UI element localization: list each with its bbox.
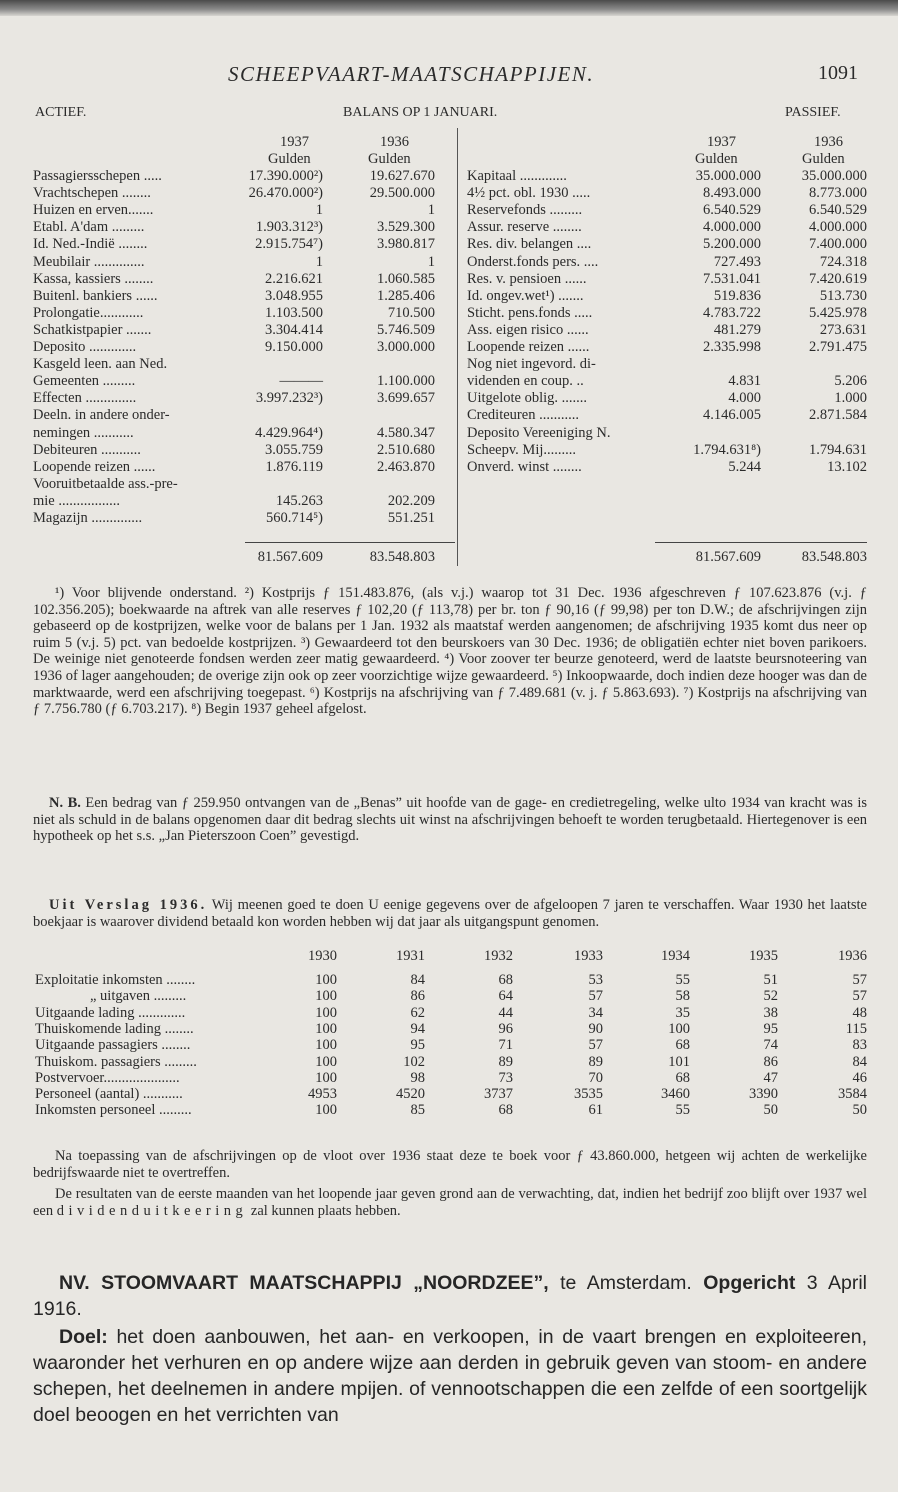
passief-item-label: Ass. eigen risico ...... <box>467 321 589 338</box>
actief-value-1937: 1.103.500 <box>265 304 323 321</box>
actief-item-label: Passagiersschepen ..... <box>33 168 162 184</box>
actief-item-label: Kassa, kassiers ........ <box>33 270 154 287</box>
actief-value-1936: 19.627.670 <box>369 168 435 184</box>
verslag-row-value: 50 <box>763 1102 778 1119</box>
verslag-row-value: 64 <box>498 988 513 1005</box>
actief-value-1936: 5.746.509 <box>377 321 435 338</box>
actief-year-1937: 1937 <box>280 134 309 150</box>
passief-value-1937: 2.335.998 <box>703 339 761 355</box>
company-name: NV. STOOMVAART MAATSCHAPPIJ „NOORDZEE”, <box>59 1272 549 1294</box>
verslag-row-value: 53 <box>588 972 603 988</box>
passief-value-1936: 7.420.619 <box>809 270 867 287</box>
passief-value-1936: 1.000 <box>834 390 867 407</box>
passief-value-1936: 13.102 <box>827 458 867 475</box>
verslag-p2-end: zal kunnen plaats hebben. <box>250 1202 401 1219</box>
passief-value-1937: 727.493 <box>713 253 761 270</box>
verslag-row-value: 3584 <box>838 1086 867 1103</box>
verslag-row-value: 58 <box>675 988 690 1005</box>
verslag-row-value: 95 <box>410 1037 425 1054</box>
passief-item-label: Nog niet ingevord. di- <box>467 356 596 373</box>
verslag-row-value: 50 <box>852 1102 867 1119</box>
verslag-row-value: 57 <box>588 988 603 1005</box>
actief-value-1937: 560.714⁵) <box>265 510 323 526</box>
passief-value-1936: 2.791.475 <box>809 339 867 355</box>
verslag-row-value: 83 <box>852 1037 867 1054</box>
nb-text: Een bedrag van ƒ 259.950 ontvangen van de „Benas” uit hoofde van de gage- en credietregeling, welke ulto 1934 van kracht was is niet als schuld in de balans opgenomen daar dit bedrag slechts uit winst na afschrijvingen behoeft te worden terugbetaald. Hiertegenover is een hypotheek op het s.s. „Jan Pieterszoon Coen” gevestigd. <box>33 795 867 845</box>
passief-value-1937: 4.831 <box>728 373 761 390</box>
passief-value-1936: 4.000.000 <box>809 219 867 236</box>
actief-value-1937: 3.304.414 <box>265 321 323 338</box>
doel-text: het doen aanbouwen, het aan- en verkoopen, in de vaart brengen en exploiteeren, waaronder het verhuren en op andere wijze aan derden in gebruik geven van stoom- en andere schepen, het deelnemen in andere mpijen. of vennootschappen die een zelfde of een soortgelijk doel beoogen en het verrichten van <box>33 1326 867 1426</box>
passief-item-label: Id. ongev.wet¹) ....... <box>467 287 584 304</box>
verslag-row-value: 55 <box>675 972 690 988</box>
passief-value-1936: 35.000.000 <box>801 168 867 184</box>
balance-caption: BALANS OP 1 JANUARI. <box>343 105 498 120</box>
verslag-row-value: 100 <box>315 988 337 1005</box>
verslag-row-value: 57 <box>852 988 867 1005</box>
nb-paragraph <box>33 795 867 845</box>
verslag-row-value: 48 <box>852 1004 867 1021</box>
passief-value-1937: 8.493.000 <box>703 185 761 202</box>
opgericht-label: Opgericht <box>703 1272 796 1294</box>
passief-value-1936: 1.794.631 <box>809 441 867 458</box>
verslag-row-value: 4520 <box>396 1086 425 1103</box>
actief-item-label: Debiteuren ........... <box>33 441 141 458</box>
verslag-row-label: „ uitgaven ......... <box>90 988 187 1005</box>
actief-value-1937: 1 <box>315 202 323 219</box>
passief-total-1937: 81.567.609 <box>695 549 761 565</box>
passief-item-label: Deposito Vereeniging N. <box>467 424 611 441</box>
verslag-row-value: 4953 <box>308 1086 337 1103</box>
actief-item-label: Gemeenten ......... <box>33 373 136 390</box>
verslag-row-label: Personeel (aantal) ........... <box>35 1086 183 1103</box>
verslag-row-label: Inkomsten personeel ......... <box>35 1102 192 1119</box>
actief-item-label: Vooruitbetaalde ass.-pre- <box>33 475 178 492</box>
verslag-year-header: 1933 <box>574 948 603 964</box>
verslag-row-value: 86 <box>410 988 425 1005</box>
passief-item-label: Crediteuren ........... <box>467 407 579 424</box>
verslag-row-value: 86 <box>763 1053 778 1070</box>
passief-value-1937: 4.146.005 <box>703 407 761 424</box>
passief-value-1937: 5.244 <box>728 458 761 475</box>
verslag-row-value: 35 <box>675 1004 690 1021</box>
passief-value-1937: 481.279 <box>713 321 761 338</box>
verslag-year-header: 1930 <box>308 948 337 964</box>
verslag-row-value: 85 <box>410 1102 425 1119</box>
actief-unit-1: Gulden <box>268 151 311 167</box>
passief-item-label: 4½ pct. obl. 1930 ..... <box>467 185 591 202</box>
page-scan-edge <box>0 0 898 16</box>
verslag-year-header: 1935 <box>749 948 778 964</box>
actief-value-1937: 1.903.312³) <box>255 219 323 236</box>
company-heading <box>33 1270 867 1322</box>
actief-value-1937: 3.055.759 <box>265 441 323 458</box>
passief-item-label: Uitgelote oblig. ....... <box>467 390 588 407</box>
passief-item-label: Res. div. belangen .... <box>467 236 592 253</box>
verslag-row-value: 61 <box>588 1102 603 1119</box>
passief-item-label: Assur. reserve ........ <box>467 219 582 236</box>
passief-value-1936: 273.631 <box>819 321 867 338</box>
passief-item-label: Reservefonds ......... <box>467 202 583 219</box>
passief-caption: PASSIEF. <box>785 105 841 120</box>
verslag-row-value: 98 <box>410 1069 425 1086</box>
verslag-label: Uit Verslag 1936. <box>49 897 208 913</box>
actief-value-1936: 2.510.680 <box>377 441 435 458</box>
footnotes: ¹) Voor blijvende onderstand. ²) Kostprijs ƒ 151.483.876, (als v.j.) waarop tot 31 Dec. 1936 afgeschreven ƒ 107.623.876 (v.j. ƒ 102.356.205); boekwaarde na aftrek van alle reserves ƒ 102,20 (ƒ 113,78) per br. ton ƒ 90,16 (ƒ 99,98) per ton D.W.; de afschrijvingen zijn gebaseerd op de kostprijzen, welke voor de balans per 1 Jan. 1932 als maatstaf werden aangenomen; de afschrijving 1935 komt dus neer op ruim 5 (v.j. 5) pct. van bedoelde kostprijzen. ³) Gewaardeerd tot den beurskoers van 30 Dec. 1936; de obligatiën echter niet boven parikoers. De weinige niet genoteerde fondsen werden zeer matig gewaardeerd. ⁴) Voor zoover ter beurze genoteerd, werd de laatste beursnoteering van 1936 of lager aangehouden; de overige zijn ook op zeer voorzichtige wijze gewaardeerd. ⁵) Inkoopwaarde, doch indien deze hooger was dan de marktwaarde, werd een afschrijving toegepast. ⁶) Kostprijs na afschrijving van ƒ 7.489.681 (v. j. ƒ 5.863.693). ⁷) Kostprijs na afschrijving van ƒ 7.756.780 (ƒ 6.703.217). ⁸) Begin 1937 geheel afgelost. <box>33 585 867 718</box>
actief-value-1936: 3.699.657 <box>377 390 435 407</box>
verslag-row-label: Exploitatie inkomsten ........ <box>35 972 196 988</box>
actief-item-label: Magazijn .............. <box>33 510 143 526</box>
passief-item-label: Res. v. pensioen ...... <box>467 270 587 287</box>
verslag-year-header: 1932 <box>484 948 513 964</box>
column-divider <box>457 128 458 566</box>
actief-value-1936: 551.251 <box>387 510 435 526</box>
actief-item-label: Deposito ............. <box>33 339 137 355</box>
actief-item-label: Effecten .............. <box>33 390 137 407</box>
verslag-row-value: 3390 <box>749 1086 778 1103</box>
verslag-row-value: 90 <box>588 1020 603 1037</box>
passief-year-1937: 1937 <box>707 134 736 150</box>
passief-item-label: Kapitaal ............. <box>467 168 567 184</box>
actief-value-1936: 1.100.000 <box>377 373 435 390</box>
actief-value-1936: 3.980.817 <box>377 236 435 253</box>
actief-value-1937: 4.429.964⁴) <box>255 424 323 441</box>
actief-value-1936: 2.463.870 <box>377 458 435 475</box>
passief-value-1937: 4.000.000 <box>703 219 761 236</box>
verslag-row-value: 89 <box>498 1053 513 1070</box>
actief-value-1936: 1.285.406 <box>377 287 435 304</box>
verslag-row-value: 34 <box>588 1004 603 1021</box>
actief-value-1936: 710.500 <box>387 304 435 321</box>
verslag-row-value: 101 <box>668 1053 690 1070</box>
passief-value-1937: 1.794.631⁸) <box>693 441 761 458</box>
verslag-row-value: 94 <box>410 1020 425 1037</box>
verslag-year-header: 1936 <box>838 948 867 964</box>
actief-value-1937: 17.390.000²) <box>248 168 323 184</box>
actief-item-label: Meubilair .............. <box>33 253 145 270</box>
verslag-row-value: 68 <box>498 972 513 988</box>
verslag-row-value: 100 <box>315 972 337 988</box>
actief-caption: ACTIEF. <box>35 105 87 120</box>
actief-value-1937: 2.216.621 <box>265 270 323 287</box>
verslag-row-value: 71 <box>498 1037 513 1054</box>
actief-item-label: Deeln. in andere onder- <box>33 407 170 424</box>
actief-value-1936: 4.580.347 <box>377 424 435 441</box>
actief-value-1937: 145.263 <box>275 492 323 509</box>
verslag-row-value: 47 <box>763 1069 778 1086</box>
actief-item-label: Buitenl. bankiers ...... <box>33 287 158 304</box>
actief-value-1936: 1 <box>427 202 435 219</box>
verslag-row-value: 3737 <box>484 1086 513 1103</box>
passief-value-1937: 7.531.041 <box>703 270 761 287</box>
verslag-intro <box>33 897 867 930</box>
passief-item-label: videnden en coup. .. <box>467 373 584 390</box>
verslag-row-value: 100 <box>668 1020 690 1037</box>
verslag-row-label: Uitgaande passagiers ........ <box>35 1037 191 1054</box>
verslag-row-value: 3535 <box>574 1086 603 1103</box>
actief-value-1937: 3.997.232³) <box>255 390 323 407</box>
actief-item-label: Etabl. A'dam ......... <box>33 219 145 236</box>
actief-value-1937: 2.915.754⁷) <box>255 236 323 253</box>
verslag-row-value: 100 <box>315 1037 337 1054</box>
passief-value-1936: 7.400.000 <box>809 236 867 253</box>
verslag-row-value: 100 <box>315 1053 337 1070</box>
passief-item-label: Loopende reizen ...... <box>467 339 590 355</box>
verslag-row-value: 68 <box>498 1102 513 1119</box>
verslag-row-value: 51 <box>763 972 778 988</box>
passief-value-1936: 2.871.584 <box>809 407 867 424</box>
actief-value-1936: 1 <box>427 253 435 270</box>
actief-value-1936: 29.500.000 <box>369 185 435 202</box>
passief-total-rule <box>655 542 867 543</box>
actief-value-1937: 1.876.119 <box>265 458 323 475</box>
passief-item-label: Scheepv. Mij......... <box>467 441 577 458</box>
verslag-row-value: 52 <box>763 988 778 1005</box>
verslag-year-header: 1934 <box>661 948 690 964</box>
verslag-row-value: 44 <box>498 1004 513 1021</box>
actief-total-1936: 83.548.803 <box>369 549 435 565</box>
passief-value-1937: 4.783.722 <box>703 304 761 321</box>
passief-total-1936: 83.548.803 <box>801 549 867 565</box>
actief-item-label: Id. Ned.-Indië ........ <box>33 236 148 253</box>
verslag-paragraph-2 <box>33 1186 867 1219</box>
page-number: 1091 <box>818 62 858 84</box>
verslag-row-value: 100 <box>315 1069 337 1086</box>
actief-item-label: Schatkistpapier ....... <box>33 321 152 338</box>
passief-value-1937: 35.000.000 <box>695 168 761 184</box>
actief-item-label: Kasgeld leen. aan Ned. <box>33 356 168 373</box>
actief-item-label: Vrachtschepen ........ <box>33 185 151 202</box>
company-place: te Amsterdam. <box>548 1272 704 1294</box>
passief-value-1937: 6.540.529 <box>703 202 761 219</box>
passief-value-1936: 5.206 <box>834 373 867 390</box>
verslag-paragraph-1: Na toepassing van de afschrijvingen op de vloot over 1936 staat deze te boek voor ƒ 43.860.000, hetgeen wij achten de werkelijke bedrijfswaarde niet te overtreffen. <box>33 1148 867 1181</box>
actief-unit-2: Gulden <box>368 151 411 167</box>
verslag-row-value: 89 <box>588 1053 603 1070</box>
verslag-row-value: 57 <box>852 972 867 988</box>
verslag-row-value: 62 <box>410 1004 425 1021</box>
actief-total-rule <box>245 542 455 543</box>
actief-value-1936: 1.060.585 <box>377 270 435 287</box>
company-doel <box>33 1324 867 1428</box>
actief-value-1937: 26.470.000²) <box>248 185 323 202</box>
actief-value-1937: 1 <box>315 253 323 270</box>
verslag-intro-text: Wij meenen goed te doen U eenige gegevens over de afgeloopen 7 jaren te verschaffen. Waar 1930 het laatste boekjaar is waarover dividend betaald kon worden hebben wij dat jaar als uitgangspunt genomen. <box>33 897 867 930</box>
verslag-row-value: 55 <box>675 1102 690 1119</box>
verslag-row-value: 100 <box>315 1102 337 1119</box>
verslag-row-value: 100 <box>315 1020 337 1037</box>
passief-value-1936: 513.730 <box>819 287 867 304</box>
actief-item-label: mie ................. <box>33 492 120 509</box>
passief-item-label: Onderst.fonds pers. .... <box>467 253 599 270</box>
actief-value-1936: 3.000.000 <box>377 339 435 355</box>
verslag-row-value: 38 <box>763 1004 778 1021</box>
passief-value-1936: 5.425.978 <box>809 304 867 321</box>
actief-value-1936: 202.209 <box>387 492 435 509</box>
verslag-row-value: 102 <box>403 1053 425 1070</box>
passief-value-1936: 8.773.000 <box>809 185 867 202</box>
passief-item-label: Sticht. pens.fonds ..... <box>467 304 593 321</box>
doel-label: Doel: <box>59 1326 108 1348</box>
verslag-row-value: 70 <box>588 1069 603 1086</box>
opgericht-date: 3 April 1916. <box>33 1272 867 1320</box>
passief-value-1937: 4.000 <box>728 390 761 407</box>
verslag-row-label: Postvervoer..................... <box>35 1069 180 1086</box>
passief-value-1936: 724.318 <box>819 253 867 270</box>
passief-value-1937: 5.200.000 <box>703 236 761 253</box>
actief-value-1937: ——— <box>279 373 323 390</box>
verslag-row-value: 57 <box>588 1037 603 1054</box>
passief-year-1936: 1936 <box>814 134 843 150</box>
nb-label: N. B. <box>49 795 81 811</box>
passief-value-1937: 519.836 <box>713 287 761 304</box>
actief-year-1936: 1936 <box>380 134 409 150</box>
verslag-row-value: 100 <box>315 1004 337 1021</box>
verslag-row-value: 3460 <box>661 1086 690 1103</box>
passief-value-1936: 6.540.529 <box>809 202 867 219</box>
verslag-p2-spaced: dividenduitkeering <box>56 1202 248 1219</box>
verslag-row-value: 84 <box>410 972 425 988</box>
actief-value-1937: 3.048.955 <box>265 287 323 304</box>
actief-value-1936: 3.529.300 <box>377 219 435 236</box>
verslag-row-label: Thuiskom. passagiers ......... <box>35 1053 197 1070</box>
verslag-row-value: 96 <box>498 1020 513 1037</box>
verslag-row-label: Thuiskomende lading ........ <box>35 1020 194 1037</box>
verslag-row-value: 74 <box>763 1037 778 1054</box>
passief-item-label: Onverd. winst ........ <box>467 458 582 475</box>
passief-unit-2: Gulden <box>802 151 845 167</box>
actief-item-label: Prolongatie............ <box>33 304 144 321</box>
verslag-row-value: 46 <box>852 1069 867 1086</box>
actief-value-1937: 9.150.000 <box>265 339 323 355</box>
running-header-title: SCHEEPVAART-MAATSCHAPPIJEN. <box>228 62 595 86</box>
verslag-row-value: 95 <box>763 1020 778 1037</box>
actief-total-1937: 81.567.609 <box>257 549 323 565</box>
passief-unit-1: Gulden <box>695 151 738 167</box>
verslag-row-value: 73 <box>498 1069 513 1086</box>
actief-item-label: Huizen en erven....... <box>33 202 154 219</box>
verslag-row-value: 68 <box>675 1069 690 1086</box>
actief-item-label: Loopende reizen ...... <box>33 458 156 475</box>
verslag-row-value: 68 <box>675 1037 690 1054</box>
verslag-row-label: Uitgaande lading ............. <box>35 1004 186 1021</box>
verslag-row-value: 84 <box>852 1053 867 1070</box>
verslag-p2-start: De resultaten van de eerste maanden van het loopende jaar geven grond aan de verwachting, dat, indien het bedrijf zoo blijft over 1937 wel een <box>33 1186 867 1219</box>
verslag-row-value: 115 <box>845 1020 867 1037</box>
verslag-year-header: 1931 <box>396 948 425 964</box>
actief-item-label: nemingen ........... <box>33 424 134 441</box>
